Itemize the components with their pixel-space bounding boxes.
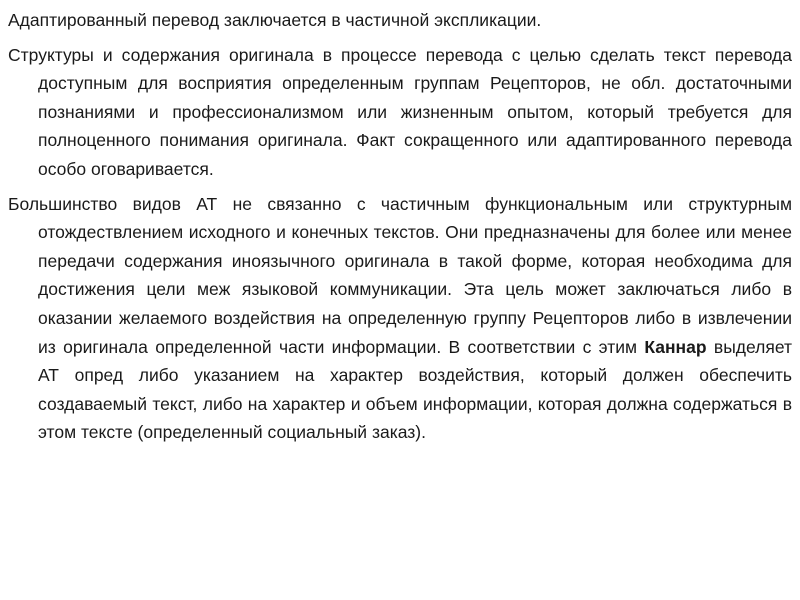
paragraph-at-types bbox=[8, 190, 792, 447]
paragraph-3-text-start: Большинство видов АТ не связанно с частичным функциональным или структурным отождествлением исходного и конечных текстов. Они предназначены для более или менее передачи содержания иноязычного оригинала в такой форме, которая необходима для достижения цели меж языковой коммуникации. Эта цель может заключаться либо в оказании желаемого воздействия на определенную группу Рецепторов либо в извлечении из оригинала определенной части информации. В соответствии с этим bbox=[8, 193, 792, 357]
emphasized-name: Каннар bbox=[644, 336, 707, 357]
text-body bbox=[8, 6, 792, 453]
paragraph-2-text: Структуры и содержания оригинала в процессе перевода с целью сделать текст перевода доступным для восприятия определенным группам Рецепторов, не обл. достаточными познаниями и профессионализмом или жизненным опытом, который требуется для полноценного понимания оригинала. Факт сокращенного или адаптированного перевода особо оговаривается. bbox=[8, 44, 792, 179]
paragraph-structure-content bbox=[8, 41, 792, 184]
paragraph-1-text: Адаптированный перевод заключается в частичной экспликации. bbox=[8, 10, 542, 30]
paragraph-3-text-end: выделяет АТ опред либо указанием на характер воздействия, который должен обеспечить создаваемый текст, либо на характер и объем информации, которая должна содержаться в этом тексте (определенный социальный заказ). bbox=[38, 336, 792, 443]
paragraph-adapted-translation bbox=[8, 6, 792, 35]
